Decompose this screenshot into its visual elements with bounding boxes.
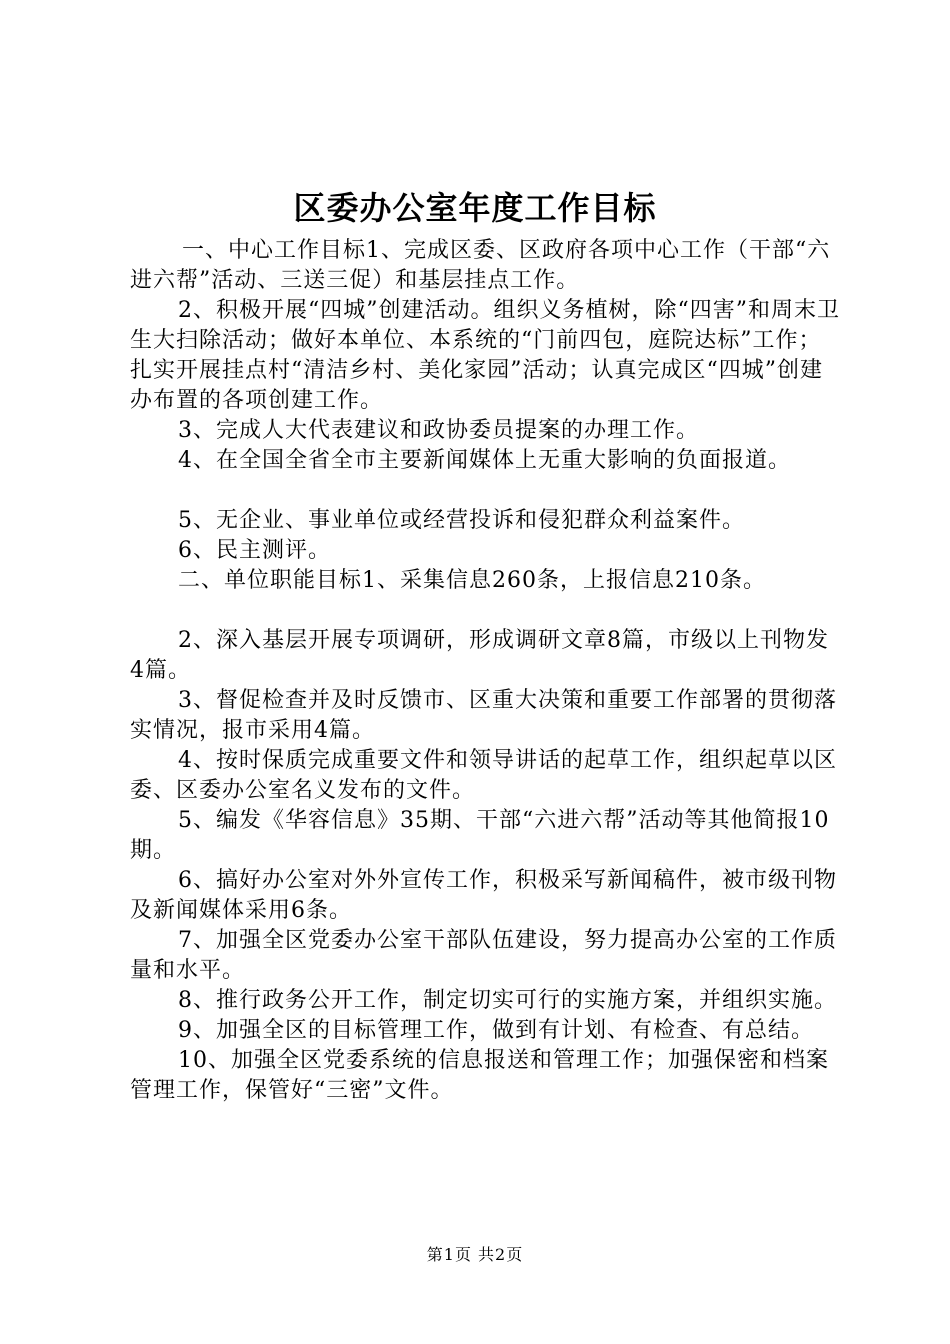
document-body bbox=[130, 236, 842, 1106]
paragraph-gap bbox=[130, 476, 842, 506]
page-footer: 第1页 共2页 bbox=[426, 1245, 524, 1264]
paragraph-10: 4、按时保质完成重要文件和领导讲话的起草工作，组织起草以区委、区委办公室名义发布的文件。 bbox=[130, 748, 837, 803]
paragraph-9: 3、督促检查并及时反馈市、区重大决策和重要工作部署的贯彻落实情况，报市采用4篇。 bbox=[130, 688, 837, 743]
paragraph-2: 2、积极开展“四城”创建活动。组织义务植树，除“四害”和周末卫生大扫除活动；做好本单位、本系统的“门前四包，庭院达标”工作；扎实开展挂点村“清洁乡村、美化家园”活动；认真完成区“四城”创建办布置的各项创建工作。 bbox=[130, 298, 840, 413]
paragraph-13: 7、加强全区党委办公室干部队伍建设，努力提高办公室的工作质量和水平。 bbox=[130, 928, 837, 983]
paragraph-3: 3、完成人大代表建议和政协委员提案的办理工作。 bbox=[178, 418, 699, 443]
paragraph-14: 8、推行政务公开工作，制定切实可行的实施方案，并组织实施。 bbox=[178, 988, 837, 1013]
paragraph-15: 9、加强全区的目标管理工作，做到有计划、有检查、有总结。 bbox=[178, 1018, 814, 1043]
paragraph-6: 6、民主测评。 bbox=[178, 538, 331, 563]
paragraph-16: 10、加强全区党委系统的信息报送和管理工作；加强保密和档案管理工作，保管好“三密”文件。 bbox=[130, 1048, 829, 1103]
paragraph-7: 二、单位职能目标1、采集信息260条，上报信息210条。 bbox=[178, 568, 766, 593]
paragraph-12: 6、搞好办公室对外外宣传工作，积极采写新闻稿件，被市级刊物及新闻媒体采用6条。 bbox=[130, 868, 837, 923]
paragraph-8: 2、深入基层开展专项调研，形成调研文章8篇，市级以上刊物发4篇。 bbox=[130, 628, 829, 683]
paragraph-5: 5、无企业、事业单位或经营投诉和侵犯群众利益案件。 bbox=[178, 508, 745, 533]
paragraph-1: 一、中心工作目标1、完成区委、区政府各项中心工作（干部“六进六帮”活动、三送三促）和基层挂点工作。 bbox=[130, 238, 831, 293]
paragraph-11: 5、编发《华容信息》35期、干部“六进六帮”活动等其他简报10期。 bbox=[130, 808, 830, 863]
paragraph-4: 4、在全国全省全市主要新闻媒体上无重大影响的负面报道。 bbox=[178, 448, 791, 473]
document-title: 区委办公室年度工作目标 bbox=[293, 189, 657, 227]
paragraph-gap bbox=[130, 596, 842, 626]
